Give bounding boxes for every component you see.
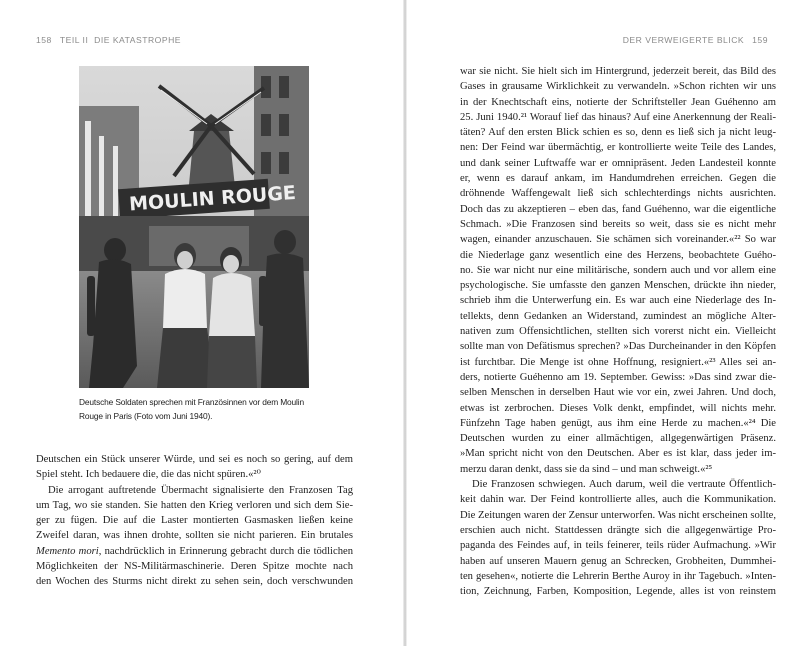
left-body-text (36, 452, 353, 590)
text-line: ist furchtbar. Die Menge ist ohne Hoffnung, resigniert.«²³ Alles sei an- (460, 356, 776, 368)
memento-mori-emphasis: Memento mori (36, 545, 99, 557)
text-line: war sie nicht. Sie hielt sich im Hintergrund, jederzeit bereit, das Bild des (460, 66, 776, 77)
text-line: Die Zeitungen waren der Zensur unterworfen. Was nicht erscheinen sollte, (460, 509, 776, 521)
text-line: Gases in grausame Wirklichkeit zu verwandeln. »Schon richten wir uns (460, 81, 776, 93)
left-page-number: 158 (36, 35, 52, 45)
text-line: erschien auch nicht. Stattdessen drängte sich die allgegenwärtige Pro- (460, 524, 776, 536)
text-line: Möglichkeiten der NS-Militärmaschinerie. Deren Spitze mochte nach (36, 561, 353, 573)
text-line: no. Sie war nicht nur eine militärische, sondern auch und vor allem eine (460, 264, 776, 276)
text-line: Deutschen wurden zu einer allmächtigen, allgegenwärtigen Präsenz. (460, 433, 776, 445)
text-line: Memento mori, nachdrücklich in Erinnerung gebracht durch die tödlichen (36, 545, 353, 557)
right-running-head (623, 35, 768, 45)
text-line: tion, Zeichnung, Farben, Komposition, Legende, alles ist von reinstem (460, 586, 776, 598)
text-line: um Tag, wo sie standen. Sie hatten den Krieg verloren und sich dem Sie- (36, 499, 353, 511)
text-line: ten gesehen«, notierte die Lehrerin Berthe Auroy in ihr Tagebuch. »Inten- (460, 570, 776, 582)
text-line: Deutschen ein Stück unserer Würde, und sei es noch so gering, auf dem (36, 454, 353, 465)
text-line: täten? Auf den ersten Blick schien es so, denn es ließ sich ja nicht leug- (460, 127, 776, 139)
text-line: sollte man von Defätismus sprechen? »Das Durcheinander in den Köpfen (460, 341, 776, 353)
text-line: er, wenn es darauf ankam, im Handumdrehen erreichen. Gegen die (460, 173, 776, 185)
caption-line: Rouge in Paris (Foto vom Juni 1940). (79, 410, 213, 421)
text-line: tellekts, denn Gedanken an Widerstand, zumindest an mögliche Alter- (460, 310, 776, 322)
text-line: in der Knechtschaft eins, notierte der Schriftsteller Jean Guéhenno am (460, 96, 776, 108)
left-page (0, 0, 403, 646)
text-line: psychologische. Sie umfasste den ganzen Menschen, drückte ihn nieder, (460, 280, 776, 292)
left-chapter-title: TEIL II DIE KATASTROPHE (59, 35, 182, 45)
text-line: ger zu fügen. Die auf die Laster montierten Gasmasken ließen keine (36, 515, 353, 527)
text-line: nen: Der Feind war übermächtig, er kontrollierte weite Teile des Landes, (460, 142, 776, 154)
text-line: und dank seiner Luftwaffe war er omnipräsent. Jeden Landesteil konnte (460, 157, 776, 169)
caption-line: Deutsche Soldaten sprechen mit Französinnen vor dem Moulin (79, 397, 304, 407)
text-line: wagen, einander anzuschauen. Sie schämen sich voreinander.«²² So war (460, 234, 776, 246)
text-line: den Wochen des Sturms nicht direkt zu sehen sein, doch verschwunden (36, 576, 353, 588)
text-line: ders, notierte Guéhenno am 19. September. Gewiss: »Das sind zwar die- (460, 371, 776, 383)
text-line: Die Franzosen schwiegen. Auch darum, weil die vertraute Öffentlich- (472, 479, 776, 491)
text-line: Die arrogant auftretende Übermacht signalisierte den Franzosen Tag (48, 484, 353, 496)
photo-caption (79, 396, 319, 423)
text-line: Spiel steht. Ich bedauere die, die das nicht spüren.«²⁰ (36, 469, 261, 481)
left-running-head (36, 35, 181, 45)
text-line: nativen zum Offensichtlichen, stellten sich vorerst nicht ein. Vielleicht (460, 326, 776, 338)
right-chapter-title: DER VERWEIGERTE BLICK (622, 35, 745, 45)
text-line: Doch das zu akzeptieren – eben das, fand Guéhenno, war die eigentliche (460, 203, 776, 215)
text-line: etwas ist zerbrochen. Dieses Volk denkt, empfindet, will nichts mehr. (460, 402, 776, 414)
text-line: dröhnende Waffengewalt ließ sich schlechterdings nichts ausrichten. (460, 188, 776, 200)
moulin-rouge-sign: MOULIN ROUGE (128, 181, 297, 216)
text-line: 25. Juni 1940.²¹ Worauf lief das hinaus? Auf eine Anerkennung der Reali- (460, 111, 776, 123)
text-line: »Man spricht nicht von den Deutschen. Aber es ist klar, dass jeder im- (460, 448, 776, 460)
text-line: keit dahin war. Der Feind kontrollierte alles, auch die Kommunikation. (460, 494, 776, 506)
text-line: haben auf unseren Mauern genug an Schrecken, Grobheiten, Dummhei- (460, 555, 776, 567)
text-line: Fünfzehn Tage haben genügt, aus ihm eine Herde zu machen.«²⁴ Die (460, 417, 776, 429)
right-page-number: 159 (752, 35, 768, 45)
moulin-rouge-photo (79, 66, 309, 388)
text-line: Schmach. »Die Franzosen sind bereits so weit, dass sie es nicht mehr (460, 218, 776, 230)
right-page (407, 0, 808, 646)
text-line: selben Menschen in derselben Haut wie vor ein, zwei Jahren. Und doch, (460, 387, 776, 399)
text-line: schrieb ihm die Unterwerfung ein. Es war auch eine Niederlage des In- (460, 295, 776, 307)
text-line: paganda des Feindes auf, in teils feinerer, teils rüder Aufmachung. »Wir (460, 540, 776, 552)
text-line: merzu daran denkt, dass sie da sind – und man schweigt.«²⁵ (460, 463, 713, 475)
text-line: die Niederlage ganz wesentlich eine des Herzens, beobachtete Guého- (460, 249, 776, 261)
right-body-text (460, 64, 776, 599)
text-line: Zweifel daran, was ihnen drohte, sollten sie nicht parieren. Ein brutales (36, 530, 353, 542)
